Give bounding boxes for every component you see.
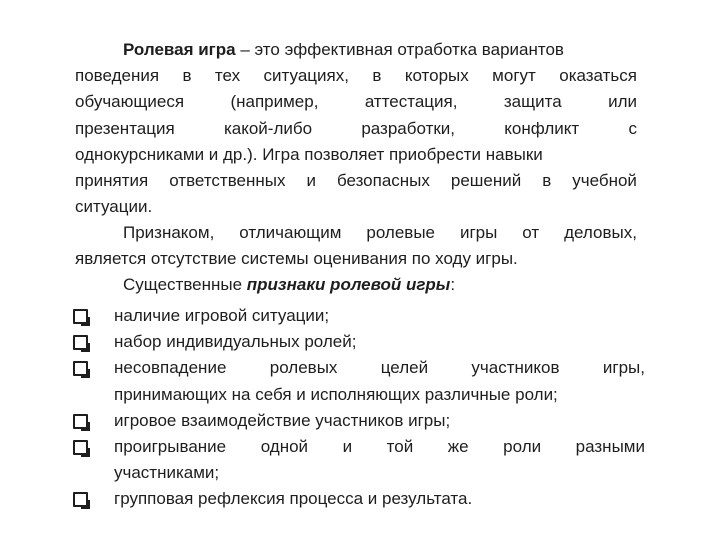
word: безопасных bbox=[336, 170, 430, 190]
word: защита bbox=[503, 92, 562, 112]
list-item bbox=[73, 355, 645, 407]
word: тех bbox=[214, 66, 241, 86]
word: могут bbox=[492, 66, 536, 86]
list-item-text: наличие игровой ситуации; bbox=[114, 306, 330, 325]
list-item-text: групповая рефлексия процесса и результата. bbox=[114, 489, 473, 509]
word: игры, bbox=[602, 358, 645, 378]
features-prefix: Существенные bbox=[123, 275, 247, 294]
checkbox-bullet-icon bbox=[73, 414, 88, 429]
paragraph-line bbox=[75, 89, 637, 115]
word: той bbox=[386, 436, 414, 456]
features-heading-line bbox=[75, 272, 637, 298]
features-heading bbox=[75, 272, 637, 298]
word: Признаком, bbox=[123, 223, 215, 242]
features-emphasis: признаки ролевой игры bbox=[246, 275, 451, 294]
paragraph-line bbox=[75, 220, 637, 246]
term-role-play: Ролевая игра bbox=[123, 40, 236, 59]
word: презентация bbox=[75, 118, 175, 138]
word: оказаться bbox=[559, 66, 637, 86]
word: или bbox=[608, 92, 637, 112]
list-item-text: участниками; bbox=[114, 463, 220, 483]
word: разными bbox=[575, 436, 645, 456]
word: ответственных bbox=[169, 170, 286, 190]
word: несовпадение bbox=[114, 358, 227, 378]
paragraph-line bbox=[75, 63, 637, 89]
word: отличающим bbox=[239, 223, 342, 242]
word: с bbox=[628, 118, 637, 138]
word: какой-либо bbox=[223, 118, 313, 138]
paragraph-line: ситуации. bbox=[75, 197, 153, 217]
word: разработки, bbox=[361, 118, 456, 138]
word: же bbox=[447, 436, 469, 456]
list-item bbox=[73, 408, 645, 434]
word: участников bbox=[471, 358, 560, 378]
word: поведения bbox=[75, 66, 160, 86]
word: которых bbox=[404, 66, 469, 86]
definition-text: – это эффективная отработка вариантов bbox=[235, 40, 564, 59]
paragraph-line bbox=[75, 116, 637, 142]
word: принятия bbox=[75, 170, 149, 190]
word: роли bbox=[503, 436, 542, 456]
checkbox-bullet-icon bbox=[73, 309, 88, 324]
word: от bbox=[522, 223, 540, 242]
checkbox-bullet-icon bbox=[73, 440, 88, 455]
word: ролевые bbox=[366, 223, 435, 242]
features-suffix: : bbox=[450, 275, 456, 294]
word: (например, bbox=[230, 92, 319, 112]
word: ситуациях, bbox=[263, 66, 349, 86]
word: в bbox=[372, 66, 382, 86]
word: и bbox=[306, 170, 316, 190]
word: игры bbox=[459, 223, 498, 242]
paragraph-line: однокурсниками и др.). Игра позволяет приобрести навыки bbox=[75, 144, 543, 164]
word: проигрывание bbox=[114, 436, 227, 456]
list-item-text: набор индивидуальных ролей; bbox=[114, 332, 357, 352]
word: решений bbox=[450, 170, 522, 190]
list-item bbox=[73, 486, 645, 512]
paragraph-line bbox=[75, 37, 637, 63]
paragraph-line: является отсутствие системы оценивания по ходу игры. bbox=[75, 249, 518, 269]
checkbox-bullet-icon bbox=[73, 335, 88, 350]
list-item bbox=[73, 329, 645, 355]
word: и bbox=[342, 436, 353, 456]
list-item bbox=[73, 434, 645, 486]
word: ролевых bbox=[269, 358, 338, 378]
checkbox-bullet-icon bbox=[73, 492, 88, 507]
list-item bbox=[73, 303, 645, 329]
paragraph-distinguishing-feature bbox=[75, 220, 637, 272]
word: учебной bbox=[572, 170, 637, 190]
features-list bbox=[73, 303, 645, 513]
list-item-text bbox=[114, 434, 645, 460]
paragraph-line bbox=[75, 168, 637, 194]
list-item-text bbox=[114, 355, 645, 381]
word: деловых, bbox=[564, 223, 637, 242]
checkbox-bullet-icon bbox=[73, 361, 88, 376]
word: в bbox=[182, 66, 192, 86]
list-item-text: игровое взаимодействие участников игры; bbox=[114, 410, 451, 430]
list-item-text: принимающих на себя и исполняющих различные роли; bbox=[114, 384, 558, 404]
word: аттестация, bbox=[364, 92, 458, 112]
paragraph-role-play-definition bbox=[75, 37, 637, 220]
word: одной bbox=[260, 436, 309, 456]
word: обучающиеся bbox=[75, 92, 185, 112]
word: конфликт bbox=[504, 118, 580, 138]
word: в bbox=[542, 170, 552, 190]
word: целей bbox=[380, 358, 429, 378]
